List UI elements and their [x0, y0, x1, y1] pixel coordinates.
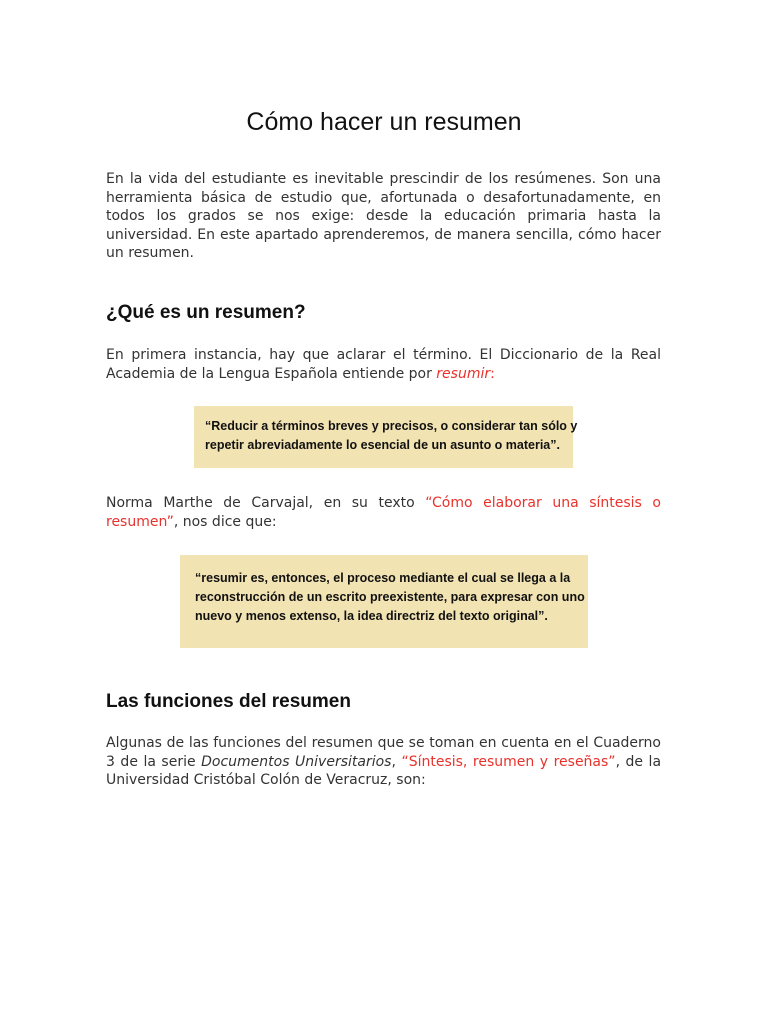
quote-line: “Reducir a términos breves y precisos, o considerar tan sólo y [205, 419, 578, 433]
functions-text-end: , de la Universidad Cristóbal Colón de Veracruz, son: [106, 753, 662, 788]
carvajal-paragraph [106, 494, 661, 531]
rae-definition-quote [194, 406, 578, 468]
carvajal-quote [180, 555, 588, 648]
term-resumir: resumir [436, 365, 491, 382]
section-heading-what-is: ¿Qué es un resumen? [106, 302, 306, 323]
carvajal-text-end: , nos dice que: [173, 513, 277, 530]
functions-paragraph [106, 734, 661, 790]
page-title: Cómo hacer un resumen [246, 108, 522, 136]
book-title: “Síntesis, resumen y reseñas” [401, 753, 616, 770]
quote-line: nuevo y menos extenso, la idea directriz del texto original”. [195, 609, 548, 623]
intro-paragraph: En la vida del estudiante es inevitable prescindir de los resúmenes. Son una herramienta básica de estudio que, afortunada o desafortunadamente, en todos los grados se nos exige: desde la educación primaria hasta la universidad. En este apartado aprenderemos, de manera sencilla, cómo hacer un resumen. [106, 171, 661, 261]
definition-text: En primera instancia, hay que aclarar el término. El Diccionario de la Real Academia de la Lengua Española entiende por [106, 347, 661, 382]
quote-line: reconstrucción de un escrito preexistente, para expresar con uno [195, 590, 585, 604]
quote-line: “resumir es, entonces, el proceso mediante el cual se llega a la [195, 571, 571, 585]
quote-line: repetir abreviadamente lo esencial de un asunto o materia”. [205, 438, 560, 452]
series-name: Documentos Universitarios [201, 753, 392, 770]
definition-paragraph [106, 346, 661, 383]
term-colon: : [490, 365, 495, 382]
section-heading-functions: Las funciones del resumen [106, 691, 351, 712]
carvajal-text: Norma Marthe de Carvajal, en su texto [106, 495, 426, 511]
carvajal-book-title: “Cómo elaborar una síntesis o resumen” [106, 495, 661, 530]
functions-text: Algunas de las funciones del resumen que se toman en cuenta en el Cuaderno 3 de la serie [106, 735, 661, 770]
functions-separator: , [391, 753, 402, 770]
